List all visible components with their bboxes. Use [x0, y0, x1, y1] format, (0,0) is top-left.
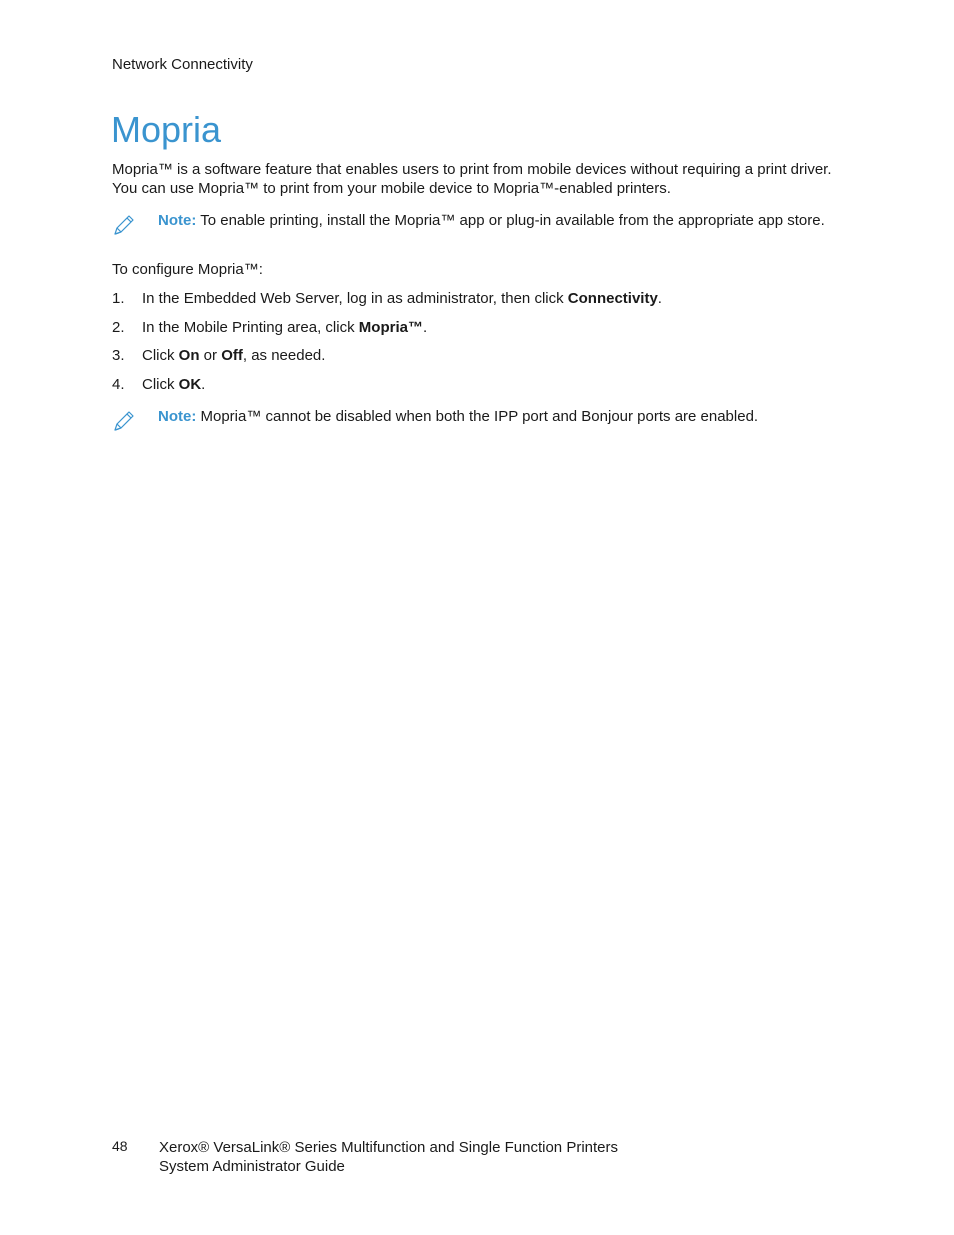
step-text: In the Mobile Printing area, click Mopria™.	[142, 318, 428, 336]
note-text	[158, 211, 842, 230]
configuration-steps	[112, 289, 662, 403]
ui-term: OK	[178, 375, 202, 393]
note-label: Note:	[158, 212, 197, 229]
note-body: Mopria™ cannot be disabled when both the IPP port and Bonjour ports are enabled.	[196, 408, 759, 425]
page-number: 48	[112, 1138, 128, 1154]
step-text: In the Embedded Web Server, log in as administrator, then click Connectivity.	[142, 290, 662, 307]
step-text: Click On or Off, as needed.	[142, 347, 326, 364]
note-install-app	[112, 211, 842, 237]
step-text: Click OK.	[142, 375, 206, 393]
step-number: 4.	[112, 375, 125, 393]
note-text	[158, 407, 842, 426]
pencil-icon	[112, 409, 136, 433]
running-header: Network Connectivity	[112, 56, 253, 73]
ui-term: Mopria™	[358, 318, 423, 336]
configure-intro: To configure Mopria™:	[112, 261, 263, 278]
step-number: 1.	[112, 290, 125, 307]
list-item	[112, 318, 662, 337]
ui-term: On	[178, 347, 200, 364]
note-body: To enable printing, install the Mopria™ app or plug-in available from the appropriate app store.	[196, 212, 825, 229]
list-item	[112, 375, 662, 394]
note-label: Note:	[158, 408, 197, 425]
list-item	[112, 346, 662, 365]
footer-document-title	[159, 1138, 618, 1176]
ui-term: Off	[221, 347, 243, 364]
intro-paragraph: Mopria™ is a software feature that enables users to print from mobile devices without requiring a print driver. You can use Mopria™ to print from your mobile device to Mopria™-enabled printers.	[112, 161, 832, 197]
step-number: 2.	[112, 318, 125, 336]
footer-line-2: System Administrator Guide	[159, 1158, 345, 1175]
footer-line-1: Xerox® VersaLink® Series Multifunction and Single Function Printers	[159, 1139, 618, 1156]
list-item	[112, 289, 662, 308]
ui-term: Connectivity	[567, 290, 658, 307]
pencil-icon	[112, 213, 136, 237]
note-ipp-bonjour	[112, 407, 842, 433]
page-title: Mopria	[111, 109, 222, 150]
step-number: 3.	[112, 347, 125, 364]
